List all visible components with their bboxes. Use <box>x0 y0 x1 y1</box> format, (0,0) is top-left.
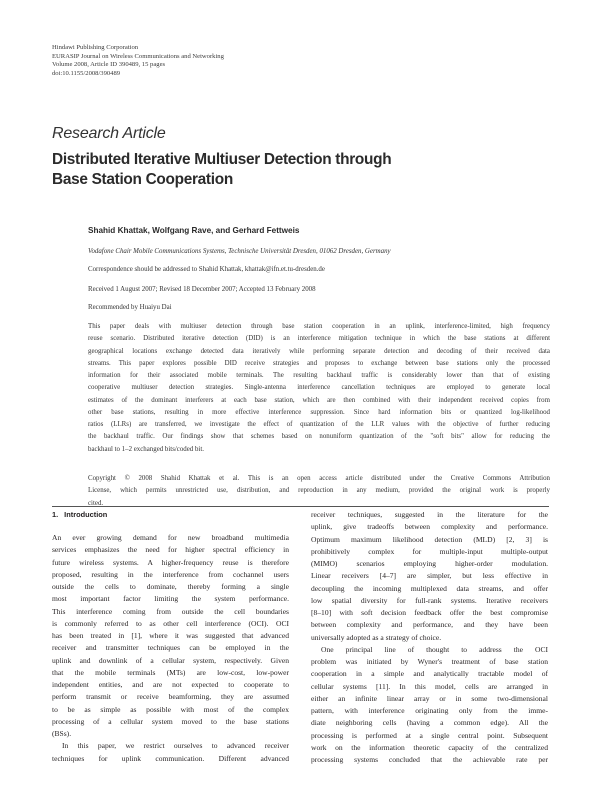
body-line: universally adopted as a strategy of choice. <box>311 632 442 642</box>
body-line: independent entities, and are not expected to cooperate to <box>52 680 289 689</box>
body-line: either an infinite linear array or in some two-dimensional <box>311 693 548 703</box>
body-line: cellular systems [11]. In this model, cells are arranged in <box>311 681 548 691</box>
body-line: that the mobile terminals (MTs) are low-cost, low-power <box>52 667 289 677</box>
body-line: outside the cells to dominate, thereby forming a single <box>52 582 289 591</box>
copyright-line: License, which permits unrestricted use, distribution, and reproduction in any medium, provided the original work is properly <box>88 487 550 495</box>
body-line: (MIMO) scenarios employing higher-order modulation. <box>311 559 548 568</box>
body-line: processing is performed at a single central point. Subsequent <box>311 730 548 740</box>
body-line: prohibitively complex for multiple-input multiple-output <box>311 546 548 556</box>
body-line: has been treated in [1], where it was suggested that advanced <box>52 631 289 640</box>
body-line: services emphasizes the need for higher spectral efficiency in <box>52 545 289 555</box>
body-line: proposed, resulting in the interference from cochannel users <box>52 569 289 579</box>
body-line: processing systems concluded that the achievable rate per <box>311 755 548 764</box>
body-line: most important factor limiting the system performance. <box>52 594 289 604</box>
body-line: uplink, give tradeoffs between complexity and performance. <box>311 522 548 532</box>
section-number: 1. <box>52 510 59 519</box>
body-line: future wireless systems. A higher-frequency reuse is therefore <box>52 557 289 567</box>
article-type: Research Article <box>52 125 166 142</box>
abstract-line: This paper deals with multiuser detection through base station cooperation in an uplink, interference-limited, high frequency <box>88 323 550 330</box>
abstract-line: estimates of the dominant interferers at each base station, which are then combined with their independent received copies from <box>88 396 550 404</box>
body-paragraph <box>52 532 289 765</box>
abstract-line: geographical locations exchange detected data iteratively while performing separate detection and decoding of their received data <box>88 347 550 355</box>
body-line: diate neighboring cells (having a common edge). All the <box>311 718 548 728</box>
volume-info: Volume 2008, Article ID 390489, 15 pages <box>52 61 166 69</box>
section-heading <box>52 509 289 521</box>
abstract <box>88 322 550 457</box>
abstract-line: other base stations, resulting in more effective interference suppression. Since hard information bits or quantized log-likelihood <box>88 408 550 416</box>
body-line: This interference coming from outside the cell boundaries <box>52 606 289 616</box>
abstract-line: information for their associated mobile terminals. The resulting backhaul traffic is considerably lower than that of existing <box>88 372 550 379</box>
abstract-line: ratios (LLRs) are transferred, we investigate the effect of quantization of the LLR values with the objective of further reducing <box>88 421 550 428</box>
title-line: Base Station Cooperation <box>52 171 233 188</box>
affiliation: Vodafone Chair Mobile Communications Systems, Technische Universität Dresden, 01062 Dresden, Germany <box>88 248 391 255</box>
body-line: receiver techniques, suggested in the literature for the <box>311 510 548 519</box>
body-line: pattern, with interference originating only from the imme- <box>311 706 548 715</box>
body-line: In this paper, we restrict ourselves to advanced receiver <box>62 741 289 751</box>
author-list: Shahid Khattak, Wolfgang Rave, and Gerhard Fettweis <box>88 226 300 235</box>
doi: doi:10.1155/2008/390489 <box>52 69 121 77</box>
body-line: techniques for uplink communication. Different advanced <box>52 753 289 763</box>
body-line: receiver and transmitter techniques can be employed in the <box>52 643 289 653</box>
body-line: problem was initiated by Wyner's treatment of base station <box>311 657 548 666</box>
body-line: perform transmit or receive beamforming, they are assumed <box>52 692 289 702</box>
right-column <box>311 509 548 766</box>
abstract-line: the backhaul traffic. Our findings show that schemes based on nonuniform quantization of the "soft bits" allow for reducing the <box>88 433 550 441</box>
body-line: to be as simple as possible with most of the complex <box>52 704 289 714</box>
abstract-line: streams. This paper explores possible DID receive strategies and proposes to exchange between base stations only the processed <box>88 359 550 367</box>
body-line: (BSs). <box>52 729 72 738</box>
body-line: is commonly referred to as other cell interference (OCI). OCI <box>52 618 289 628</box>
article-title <box>52 150 492 190</box>
body-line: uplink and downlink of a cellular system, respectively. Given <box>52 655 289 665</box>
body-line: low spatial diversity for full-rank systems. Iterative receivers <box>311 595 548 605</box>
section-divider <box>52 506 549 507</box>
copyright-line: cited. <box>88 499 104 507</box>
body-line: cooperation in a simple and analytically tractable model of <box>311 669 548 679</box>
body-line: Optimum maximum likelihood detection (MLD) [2, 3] is <box>311 534 548 544</box>
body-line: processing of a cellular system moved to the base stations <box>52 716 289 726</box>
abstract-line: reuse scenario. Distributed iterative detection (DID) is an interference mitigation technique in which the base stations at different <box>88 335 550 343</box>
copyright-line: Copyright © 2008 Shahid Khattak et al. This is an open access article distributed under the Creative Commons Attribution <box>88 475 550 482</box>
journal-masthead <box>52 44 224 78</box>
body-line: One principal line of thought to address the OCI <box>321 644 548 654</box>
body-line: [8–10] with soft decision feedback offer the best compromise <box>311 608 548 617</box>
body-line: Linear receivers [4–7] are simpler, but less effective in <box>311 571 548 581</box>
abstract-line: backhaul to 1–2 exchanged bits/coded bit. <box>88 445 204 453</box>
publication-dates: Received 1 August 2007; Revised 18 December 2007; Accepted 13 February 2008 <box>88 286 316 293</box>
body-line: An ever growing demand for new broadband multimedia <box>52 533 289 542</box>
correspondence: Correspondence should be addressed to Shahid Khattak, khattak@ifn.et.tu-dresden.de <box>88 266 325 273</box>
body-line: between complexity and performance, and they have been <box>311 620 548 630</box>
body-line: decoupling the incoming multiplexed data streams, and offer <box>311 583 548 593</box>
abstract-line: cooperative multiuser detection strategies. Single-antenna interference cancellation techniques are employed to generate local <box>88 384 550 392</box>
body-paragraph <box>311 509 548 766</box>
left-column <box>52 509 289 765</box>
journal-name: EURASIP Journal on Wireless Communications and Networking <box>52 52 224 60</box>
recommended-by: Recommended by Huaiyu Dai <box>88 304 172 311</box>
body-line: work on the information theoretic capacity of the centralized <box>311 742 548 752</box>
section-title: Introduction <box>64 510 108 519</box>
publisher-name: Hindawi Publishing Corporation <box>52 44 139 51</box>
title-line: Distributed Iterative Multiuser Detection through <box>52 151 392 168</box>
